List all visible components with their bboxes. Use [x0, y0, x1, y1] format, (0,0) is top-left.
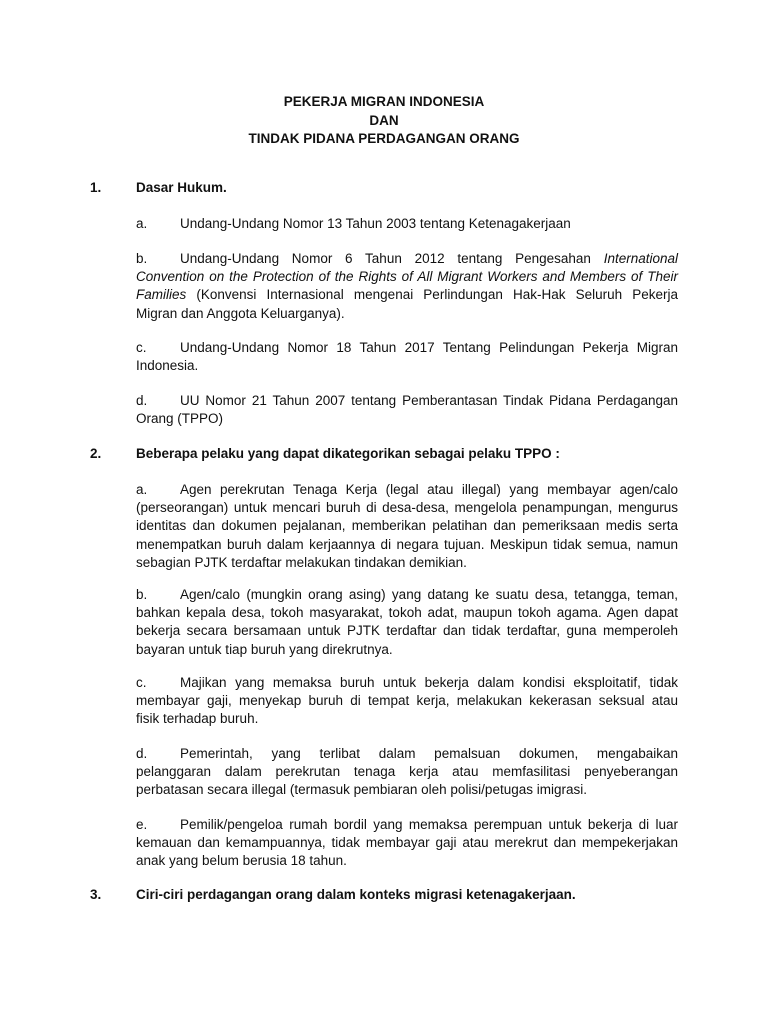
item-text: sebagian PJTK terdaftar melakukan tindakan demikian.: [136, 554, 467, 570]
item-label: b.: [136, 587, 148, 602]
item-text: menempatkan buruh dalam kerjaannya di negara tujuan. Meskipun tidak semua, namun: [136, 536, 678, 552]
item-text-italic: Convention on the Protection of the Rights of All Migrant Workers and Members of Their: [136, 269, 678, 285]
item-text: bahkan kepala desa, tokoh masyarakat, tokoh adat, maupun tokoh agama. Agen dapat: [136, 605, 678, 621]
section-2-item-e: [136, 816, 678, 871]
item-text: (Konvensi Internasional mengenai Perlindungan Hak-Hak Seluruh Pekerja: [196, 287, 678, 303]
document-title-line3: TINDAK PIDANA PERDAGANGAN ORANG: [248, 131, 520, 146]
item-text: Undang-Undang Nomor 13 Tahun 2003 tentang Ketenagakerjaan: [180, 216, 571, 231]
item-text: identitas dan dokumen pejalanan, memberikan pelatihan dan pemeriksaan medis serta: [136, 518, 678, 534]
item-text: perbatasan secara illegal (termasuk pembiaran oleh polisi/petugas imigrasi.: [136, 782, 587, 798]
section-1-item-a: [136, 215, 678, 233]
item-label: a.: [136, 216, 148, 231]
section-2-item-b: [136, 586, 678, 659]
section-1-item-b: [136, 250, 678, 323]
item-label: b.: [136, 251, 148, 266]
item-text: Majikan yang memaksa buruh untuk bekerja dalam kondisi eksploitatif, tidak: [180, 675, 678, 690]
item-text: bekerja secara bersamaan untuk PJTK terdaftar dan tidak terdaftar, guna memperoleh: [136, 623, 678, 639]
item-text: Indonesia.: [136, 358, 199, 374]
section-2-number: 2.: [90, 446, 102, 461]
item-text: Undang-Undang Nomor 6 Tahun 2012 tentang Pengesahan: [180, 251, 591, 266]
section-3-number: 3.: [90, 887, 102, 902]
item-text: Undang-Undang Nomor 18 Tahun 2017 Tentang Pelindungan Pekerja Migran: [180, 340, 678, 355]
section-3-heading: Ciri-ciri perdagangan orang dalam konteks migrasi ketenagakerjaan.: [136, 887, 576, 902]
item-text: Agen perekrutan Tenaga Kerja (legal atau illegal) yang membayar agen/calo: [180, 482, 678, 497]
item-text-italic: International: [603, 251, 678, 266]
item-label: d.: [136, 746, 148, 761]
section-2-item-c: [136, 674, 678, 729]
item-text: Pemerintah, yang terlibat dalam pemalsuan dokumen, mengabaikan: [180, 746, 678, 761]
item-text: UU Nomor 21 Tahun 2007 tentang Pemberantasan Tindak Pidana Perdagangan: [180, 393, 678, 408]
item-text: Orang (TPPO): [136, 411, 224, 427]
item-text-italic: Families: [136, 287, 187, 303]
section-2-heading: Beberapa pelaku yang dapat dikategorikan sebagai pelaku TPPO :: [136, 446, 560, 461]
item-label: d.: [136, 393, 148, 408]
item-text: membayar gaji, menyekap buruh di tempat kerja, melakukan kekerasan seksual atau: [136, 693, 678, 709]
item-text: fisik terhadap buruh.: [136, 711, 259, 727]
item-label: a.: [136, 482, 148, 497]
item-text: (perseorangan) untuk mencari buruh di desa-desa, mengelola penampungan, mengurus: [136, 500, 678, 516]
section-1-item-d: [136, 392, 678, 428]
document-title-line1: PEKERJA MIGRAN INDONESIA: [283, 94, 485, 109]
section-2-item-d: [136, 745, 678, 800]
item-text: Migran dan Anggota Keluarganya).: [136, 305, 345, 321]
section-1-item-c: [136, 339, 678, 375]
item-text: pelanggaran dalam perekrutan tenaga kerja atau memfasilitasi penyeberangan: [136, 764, 678, 780]
section-1-heading: Dasar Hukum.: [136, 180, 227, 195]
item-text: anak yang belum berusia 18 tahun.: [136, 853, 347, 869]
item-label: c.: [136, 675, 147, 690]
item-text: kemauan dan kemampuannya, tidak membayar gaji atau merekrut dan mempekerjakan: [136, 835, 678, 851]
item-label: e.: [136, 817, 148, 832]
item-text: Agen/calo (mungkin orang asing) yang datang ke suatu desa, tetangga, teman,: [180, 587, 678, 602]
item-text: Pemilik/pengeloa rumah bordil yang memaksa perempuan untuk bekerja di luar: [180, 817, 678, 832]
item-text: bayaran untuk tiap buruh yang direkrutnya.: [136, 641, 393, 657]
document-title-line2: DAN: [369, 113, 399, 128]
section-1-number: 1.: [90, 180, 102, 195]
item-label: c.: [136, 340, 147, 355]
section-2-item-a: [136, 481, 678, 572]
